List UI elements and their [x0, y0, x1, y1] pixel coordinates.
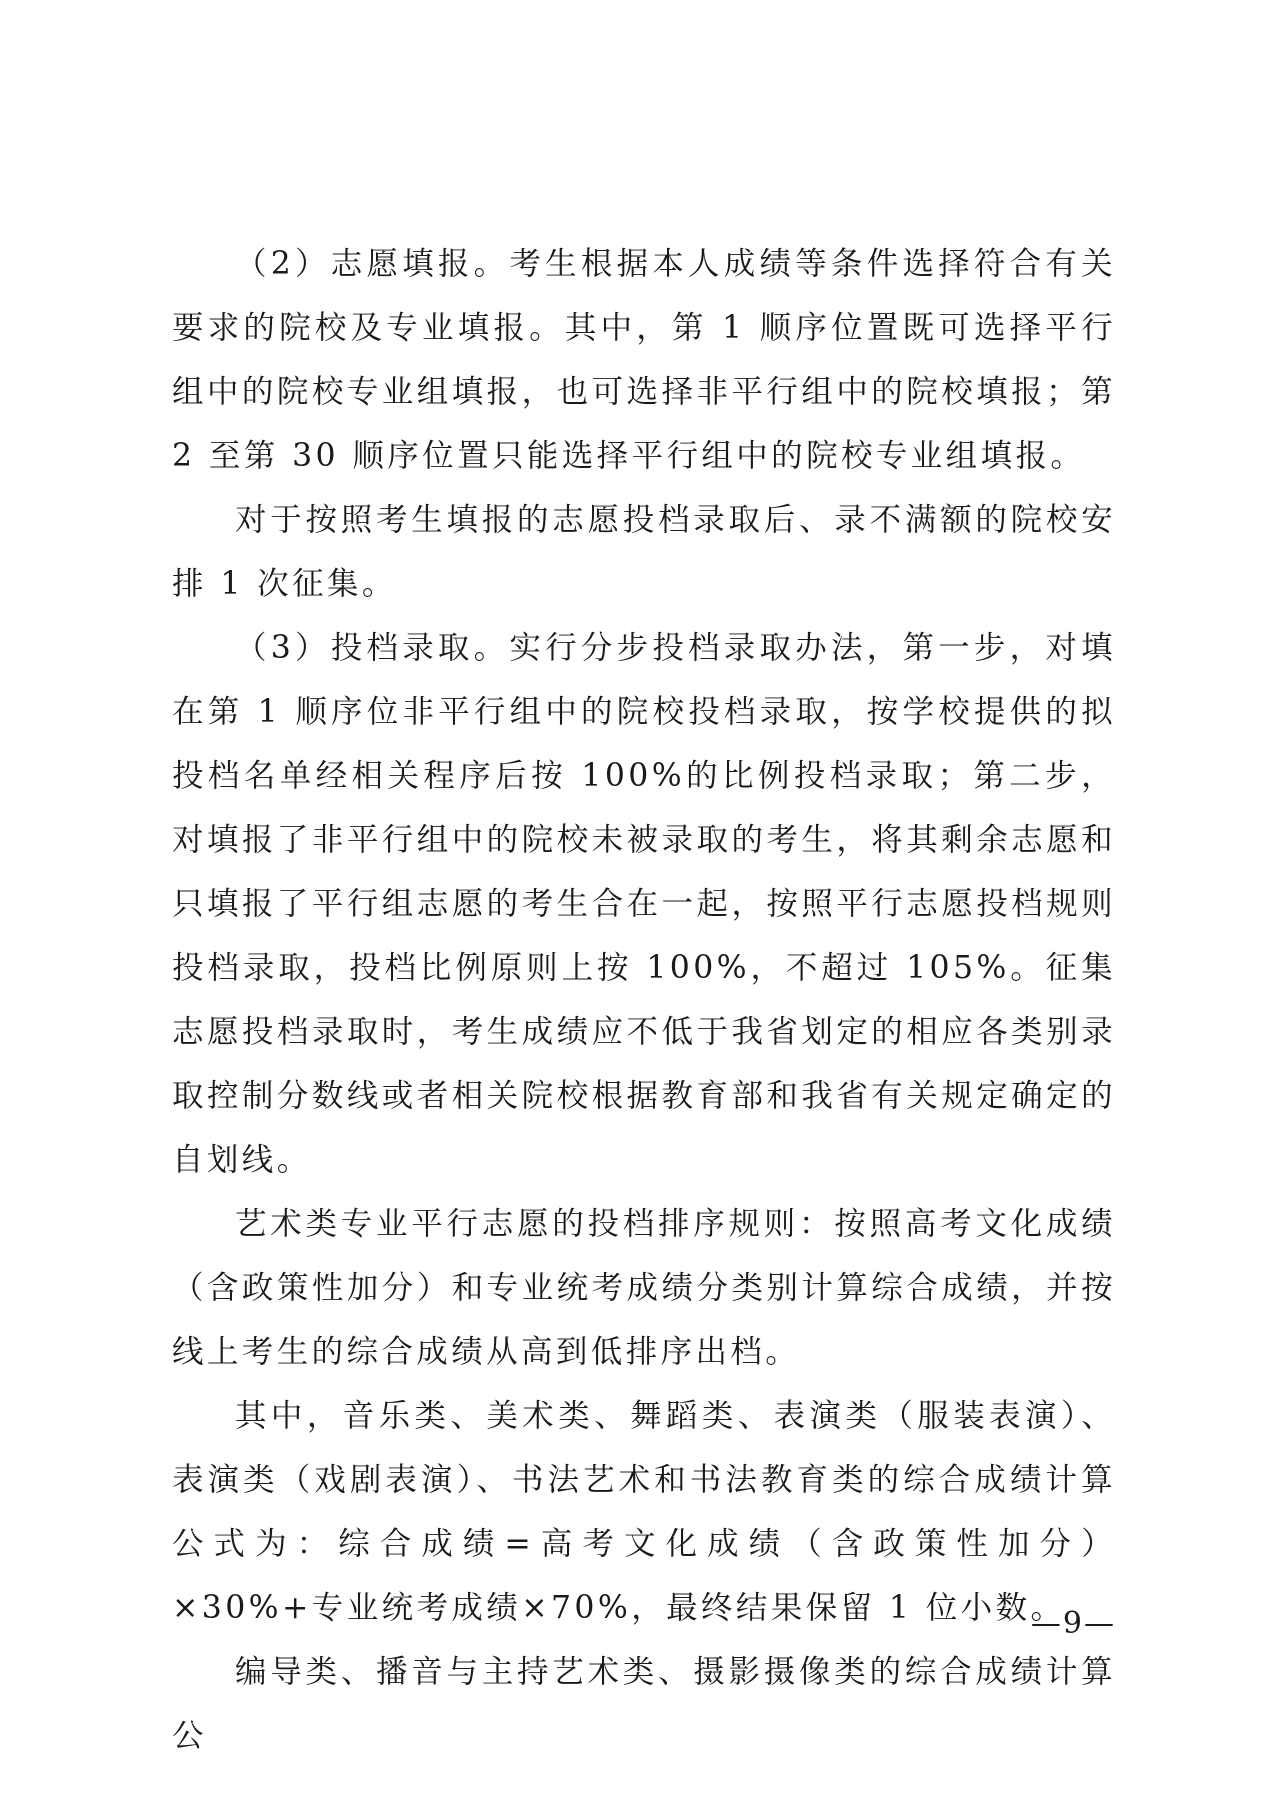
- paragraph-admission: （3）投档录取。实行分步投档录取办法，第一步，对填在第 1 顺序位非平行组中的院校投档录取，按学校提供的拟投档名单经相关程序后按 100%的比例投档录取；第二步，对填报了非平行组中的院校未被录取的考生，将其剩余志愿和只填报了平行组志愿的考生合在一起，按照平行志愿投档规则投档录取，投档比例原则上按 100%，不超过 105%。征集志愿投档录取时，考生成绩应不低于我省划定的相应各类别录取控制分数线或者相关院校根据教育部和我省有关规定确定的自划线。: [172, 630, 1116, 1178]
- paragraph-art-ranking-rule: 艺术类专业平行志愿的投档排序规则：按照高考文化成绩（含政策性加分）和专业统考成绩分类别计算综合成绩，并按线上考生的综合成绩从高到低排序出档。: [172, 1206, 1116, 1370]
- paragraph-volunteer-filling: （2）志愿填报。考生根据本人成绩等条件选择符合有关要求的院校及专业填报。其中，第 1 顺序位置既可选择平行组中的院校专业组填报，也可选择非平行组中的院校填报；第 2 至第 30 顺序位置只能选择平行组中的院校专业组填报。: [172, 246, 1116, 474]
- paragraph-supplementary-collection: 对于按照考生填报的志愿投档录取后、录不满额的院校安排 1 次征集。: [172, 502, 1116, 602]
- paragraph-continuation: 编导类、播音与主持艺术类、摄影摄像类的综合成绩计算公: [172, 1654, 1116, 1754]
- page-number: —9—: [1030, 1606, 1116, 1641]
- body-text: [172, 232, 1116, 1768]
- paragraph-score-formula: 其中，音乐类、美术类、舞蹈类、表演类（服装表演）、表演类（戏剧表演）、书法艺术和书法教育类的综合成绩计算公式为：综合成绩=高考文化成绩（含政策性加分）×30%+专业统考成绩×70%，最终结果保留 1 位小数。: [172, 1398, 1116, 1626]
